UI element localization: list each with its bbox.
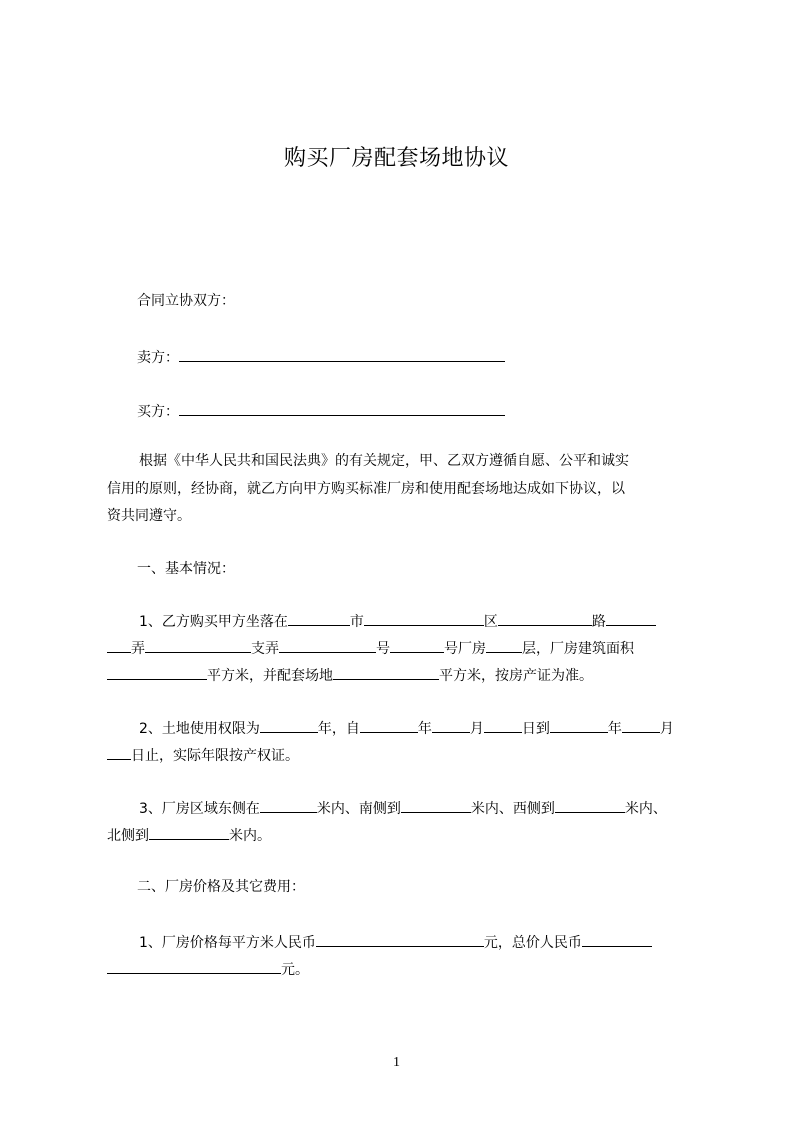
floor-blank[interactable] bbox=[486, 637, 522, 653]
item1-text-f: 支弄 bbox=[251, 641, 279, 657]
item1-text-c: 区 bbox=[483, 614, 498, 630]
alley-blank[interactable] bbox=[145, 637, 251, 653]
item1-text-i: 层，厂房建筑面积 bbox=[522, 641, 634, 657]
start-month-blank[interactable] bbox=[432, 717, 470, 733]
start-year-blank[interactable] bbox=[360, 717, 418, 733]
lane-blank-end[interactable] bbox=[107, 637, 131, 653]
item1-line-2 bbox=[107, 637, 634, 659]
end-year-blank[interactable] bbox=[550, 717, 608, 733]
item3-text-a: 3、厂房区域东侧在 bbox=[139, 801, 260, 817]
item2-text-h: 日止，实际年限按产权证。 bbox=[131, 748, 299, 764]
road-blank[interactable] bbox=[498, 610, 592, 626]
item2-line-2 bbox=[107, 744, 299, 766]
price-line-2 bbox=[107, 958, 309, 980]
item3-line-1 bbox=[139, 797, 667, 819]
item3-text-d: 米内、 bbox=[624, 801, 667, 817]
item3-text-f: 米内。 bbox=[229, 828, 271, 844]
item1-text-j: 平方米，并配套场地 bbox=[207, 668, 333, 684]
city-blank[interactable] bbox=[288, 610, 350, 626]
item3-text-c: 米内、西侧到 bbox=[470, 801, 555, 817]
item2-text-b: 年，自 bbox=[317, 721, 360, 737]
price-text-c: 元。 bbox=[281, 962, 309, 978]
seller-blank[interactable] bbox=[179, 346, 505, 362]
item2-text-g: 月 bbox=[659, 721, 674, 737]
start-day-blank[interactable] bbox=[484, 717, 522, 733]
district-blank[interactable] bbox=[364, 610, 484, 626]
total-price-blank-start[interactable] bbox=[582, 931, 652, 947]
item1-text-a: 1、乙方购买甲方坐落在 bbox=[139, 614, 288, 630]
building-blank[interactable] bbox=[390, 637, 444, 653]
end-day-blank[interactable] bbox=[107, 744, 131, 760]
item2-text-a: 2、土地使用权限为 bbox=[139, 721, 260, 737]
section2-heading: 二、厂房价格及其它费用： bbox=[137, 879, 305, 895]
total-price-blank-end[interactable] bbox=[107, 958, 281, 974]
east-blank[interactable] bbox=[260, 797, 317, 813]
page-number: 1 bbox=[393, 1055, 400, 1070]
buyer-line bbox=[137, 400, 505, 422]
price-line-1 bbox=[139, 931, 652, 953]
west-blank[interactable] bbox=[555, 797, 625, 813]
section1-heading: 一、基本情况： bbox=[137, 561, 235, 577]
item1-text-d: 路 bbox=[591, 614, 606, 630]
item1-text-k: 平方米，按房产证为准。 bbox=[439, 668, 593, 684]
item2-text-e: 日到 bbox=[521, 721, 550, 737]
item2-text-f: 年 bbox=[607, 721, 622, 737]
end-month-blank[interactable] bbox=[622, 717, 660, 733]
buyer-label: 买方： bbox=[137, 404, 179, 420]
item3-text-b: 米内、南侧到 bbox=[316, 801, 401, 817]
buyer-blank[interactable] bbox=[179, 400, 505, 416]
intro-line-2: 信用的原则，经协商，就乙方向甲方购买标准厂房和使用配套场地达成如下协议，以 bbox=[107, 481, 625, 497]
item1-text-g: 号 bbox=[376, 641, 390, 657]
area-blank[interactable] bbox=[107, 664, 207, 680]
term-years-blank[interactable] bbox=[260, 717, 318, 733]
seller-line bbox=[137, 346, 505, 368]
item1-line-1 bbox=[139, 610, 656, 632]
item1-text-e: 弄 bbox=[131, 641, 145, 657]
item1-line-3 bbox=[107, 664, 593, 686]
north-blank[interactable] bbox=[149, 824, 229, 840]
parties-heading: 合同立协双方： bbox=[137, 293, 235, 309]
item2-text-d: 月 bbox=[469, 721, 484, 737]
item1-text-b: 市 bbox=[349, 614, 364, 630]
number-blank[interactable] bbox=[279, 637, 376, 653]
item1-text-h: 号厂房 bbox=[444, 641, 486, 657]
seller-label: 卖方： bbox=[137, 350, 179, 366]
price-text-a: 1、厂房价格每平方米人民币 bbox=[139, 935, 316, 951]
lane-blank-start[interactable] bbox=[606, 610, 656, 626]
item2-line-1 bbox=[139, 717, 674, 739]
item3-text-e: 北侧到 bbox=[107, 828, 149, 844]
intro-line-1: 根据《中华人民共和国民法典》的有关规定，甲、乙双方遵循自愿、公平和诚实 bbox=[139, 453, 629, 469]
item2-text-c: 年 bbox=[417, 721, 432, 737]
document-title: 购买厂房配套场地协议 bbox=[283, 146, 509, 171]
price-text-b: 元，总价人民币 bbox=[483, 935, 582, 951]
item3-line-2 bbox=[107, 824, 271, 846]
unit-price-blank[interactable] bbox=[316, 931, 484, 947]
intro-line-3: 资共同遵守。 bbox=[107, 508, 191, 524]
site-area-blank[interactable] bbox=[333, 664, 439, 680]
south-blank[interactable] bbox=[401, 797, 471, 813]
